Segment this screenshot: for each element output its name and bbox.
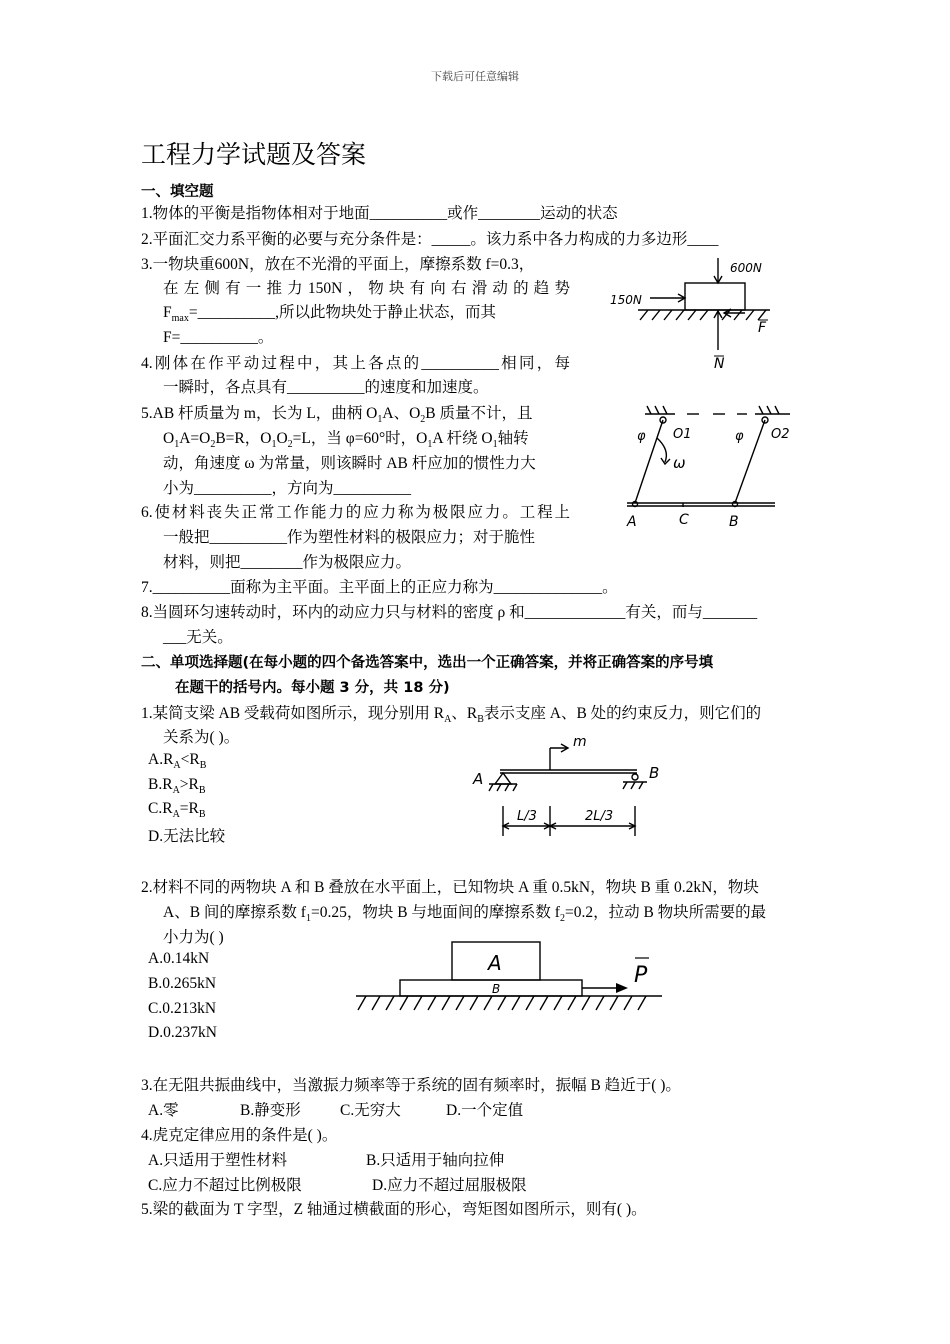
choice-q2-opt-c: C.0.213kN bbox=[148, 1000, 217, 1017]
choice-q1-opt-a: $A.R_A<R_B$ bbox=[148, 751, 207, 772]
choice-q4: 4.虎克定律应用的条件是( )。 bbox=[141, 1127, 338, 1144]
fill-q3-line1: 3.一物块重600N，放在不光滑的平面上，摩擦系数 f=0.3， bbox=[141, 256, 535, 273]
push-label: 150N bbox=[610, 293, 642, 307]
phi-left-label: φ bbox=[637, 429, 646, 444]
fill-q2: 2.平面汇交力系平衡的必要与充分条件是：_____。该力系中各力构成的力多边形____ bbox=[141, 231, 719, 248]
friction-block-figure bbox=[600, 250, 790, 375]
section-fill-heading: 一、填空题 bbox=[141, 184, 214, 200]
choice-q2-opt-d: D.0.237kN bbox=[148, 1024, 217, 1041]
choice-q2-line3: 小力为( ) bbox=[163, 929, 224, 946]
block-b-label: B bbox=[492, 982, 501, 996]
span-one-third-label: L/3 bbox=[517, 809, 537, 824]
fill-q7: 7.__________面称为主平面。主平面上的正应力称为______________。 bbox=[141, 579, 618, 596]
choice-q2-opt-b: B.0.265kN bbox=[148, 975, 217, 992]
fill-q5-line3: 动，角速度 ω 为常量，则该瞬时 AB 杆应加的惯性力大 bbox=[163, 455, 536, 472]
fill-q8-line1: 8.当圆环匀速转动时，环内的动应力只与材料的密度 ρ 和_____________有关，而与_______ bbox=[141, 604, 758, 621]
fill-q4-line1: 4.刚体在作平动过程中，其上各点的__________相同，每 bbox=[141, 355, 570, 372]
point-c-label: C bbox=[679, 512, 689, 528]
phi-right-label: φ bbox=[735, 429, 744, 444]
choice-q5: 5.梁的截面为 T 字型，Z 轴通过横截面的形心，弯矩图如图所示，则有( )。 bbox=[141, 1201, 647, 1218]
page-header: 下载后可任意编辑 bbox=[431, 71, 519, 83]
choice-q4-opt-a: A.只适用于塑性材料 bbox=[148, 1152, 288, 1169]
weight-label: 600N bbox=[730, 261, 762, 275]
support-b-label: B bbox=[649, 764, 660, 782]
choice-q2-line2: A、B 间的摩擦系数 $f_1=0.25$，物块 B 与地面间的摩擦系数 $f_2=0.2$，拉动 B 物块所需要的最 bbox=[163, 904, 767, 925]
moment-label: m bbox=[573, 734, 587, 750]
choice-q3-opt-b: B.静变形 bbox=[240, 1102, 301, 1119]
choice-q3: 3.在无阻共振曲线中，当激振力频率等于系统的固有频率时，振幅 B 趋近于( )。 bbox=[141, 1077, 681, 1094]
choice-q2-line1: 2.材料不同的两物块 A 和 B 叠放在水平面上，已知物块 A 重 0.5kN，物块 B 重 0.2kN，物块 bbox=[141, 879, 759, 896]
normal-label: N bbox=[714, 356, 725, 372]
linkage-figure bbox=[615, 400, 800, 535]
choice-q1-opt-b: $B.R_A>R_B$ bbox=[148, 776, 206, 797]
choice-q3-opt-a: A.零 bbox=[148, 1102, 179, 1119]
o1-label: O1 bbox=[673, 427, 692, 442]
support-a-label: A bbox=[473, 770, 484, 788]
section-choice-heading: 二、单项选择题(在每小题的四个备选答案中，选出一个正确答案，并将正确答案的序号填 bbox=[141, 655, 714, 671]
beam-figure bbox=[465, 728, 675, 843]
force-p-label: P bbox=[634, 963, 648, 988]
choice-q1-opt-d: D.无法比较 bbox=[148, 828, 226, 845]
choice-q4-opt-b: B.只适用于轴向拉伸 bbox=[366, 1152, 505, 1169]
omega-label: ω bbox=[673, 454, 686, 472]
fill-q6-line2: 一般把__________作为塑性材料的极限应力；对于脆性 bbox=[163, 529, 536, 546]
fill-q5-line4: 小为__________，方向为__________ bbox=[163, 480, 412, 497]
choice-q3-opt-c: C.无穷大 bbox=[340, 1102, 401, 1119]
choice-q1-line2: 关系为( )。 bbox=[163, 729, 240, 746]
choice-q1-opt-c: $C.R_A=R_B$ bbox=[148, 800, 206, 821]
choice-q2-opt-a: A.0.14kN bbox=[148, 950, 210, 967]
page-title: 工程力学试题及答案 bbox=[141, 140, 367, 169]
point-a-label: A bbox=[627, 514, 637, 530]
fill-q6-line1: 6.使材料丧失正常工作能力的应力称为极限应力。工程上 bbox=[141, 504, 570, 521]
fill-q1: 1.物体的平衡是指物体相对于地面__________或作________运动的状态 bbox=[141, 205, 618, 222]
block-a-label: A bbox=[488, 951, 502, 975]
choice-q4-opt-c: C.应力不超过比例极限 bbox=[148, 1177, 302, 1194]
friction-label: F bbox=[758, 320, 767, 336]
choice-q3-opt-d: D.一个定值 bbox=[446, 1102, 524, 1119]
fill-q8-line2: ___无关。 bbox=[163, 629, 233, 646]
fill-q3-line4: F=__________。 bbox=[163, 329, 274, 346]
choice-q1-line1: 1.某简支梁 AB 受载荷如图所示，现分别用 $R_A$、$R_B$表示支座 A、B 处的约束反力，则它们的 bbox=[141, 705, 762, 726]
stacked-blocks-figure bbox=[352, 938, 672, 1018]
section-choice-heading-2: 在题干的括号内。每小题 3 分，共 18 分) bbox=[175, 680, 450, 696]
fill-q4-line2: 一瞬时，各点具有__________的速度和加速度。 bbox=[163, 379, 489, 396]
fill-q5-line1: 5.AB 杆质量为 m，长为 L，曲柄 $O_1A$、$O_2B$ 质量不计，且 bbox=[141, 405, 533, 426]
o2-label: O2 bbox=[771, 427, 790, 442]
point-b-label: B bbox=[729, 514, 739, 530]
fill-q3-line3: $F_{max}=\_\_\_\_\_\_\_\_\_\_$,所以此物块处于静止状态，而其 bbox=[163, 304, 496, 325]
fill-q3-line2: 在左侧有一推力150N，物块有向右滑动的趋势 bbox=[163, 280, 570, 297]
fill-q5-line2: $O_1A=O_2B=R$，$O_1O_2=L$，当 φ=60°时，$O_1A$ 杆绕 $O_1$轴转 bbox=[163, 430, 529, 451]
choice-q4-opt-d: D.应力不超过屈服极限 bbox=[372, 1177, 527, 1194]
span-two-thirds-label: 2L/3 bbox=[585, 809, 614, 824]
fill-q6-line3: 材料，则把________作为极限应力。 bbox=[163, 554, 412, 571]
